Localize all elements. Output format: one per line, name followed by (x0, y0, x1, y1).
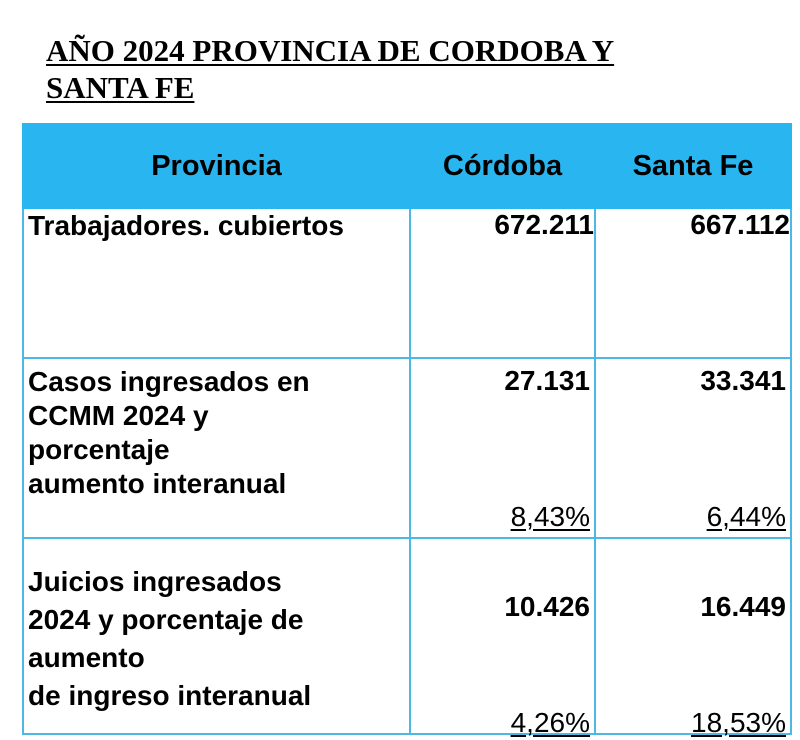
title-line-2: SANTA FE (46, 70, 195, 105)
santa-fe-value: 667.112 (595, 208, 791, 358)
row-label-cell (23, 538, 410, 734)
row-label-line: de ingreso interanual (28, 680, 312, 711)
table-row-juicios (23, 538, 791, 734)
row-label-line: Trabajadores. cubiertos (28, 210, 344, 241)
row-label (24, 359, 409, 501)
title-line-1: AÑO 2024 PROVINCIA DE CORDOBA Y (46, 33, 615, 68)
cordoba-value: 27.131 (504, 365, 590, 396)
table-header-row (23, 124, 791, 208)
header-cordoba: Córdoba (410, 124, 595, 208)
santa-fe-cell (595, 358, 791, 538)
row-label (24, 539, 409, 715)
page-title (46, 32, 746, 106)
santa-fe-percentage: 6,44% (706, 501, 786, 532)
santa-fe-value: 33.341 (700, 365, 786, 396)
cordoba-cell (410, 358, 595, 538)
statistics-table (22, 123, 792, 738)
santa-fe-value: 16.449 (700, 591, 786, 622)
santa-fe-cell (595, 538, 791, 738)
row-label-line: aumento (28, 642, 145, 673)
santa-fe-percentage: 18,53% (691, 707, 786, 738)
row-label-cell (23, 208, 410, 358)
table-row-casos (23, 358, 791, 538)
row-label-line: CCMM 2024 y (28, 400, 209, 431)
row-label-cell (23, 358, 410, 538)
header-provincia: Provincia (23, 124, 410, 208)
row-label-line: Casos ingresados en (28, 366, 310, 397)
header-santa-fe: Santa Fe (595, 124, 791, 208)
cordoba-value: 10.426 (504, 591, 590, 622)
row-label (24, 209, 409, 243)
cordoba-percentage: 8,43% (510, 501, 590, 532)
row-label-line: porcentaje (28, 434, 170, 465)
cordoba-percentage: 4,26% (510, 707, 590, 738)
row-label-line: aumento interanual (28, 468, 287, 499)
cordoba-value: 672.211 (410, 208, 595, 358)
table-row-trabajadores (23, 208, 791, 358)
row-label-line: 2024 y porcentaje de (28, 604, 304, 635)
cordoba-cell (410, 538, 595, 738)
row-label-line: Juicios ingresados (28, 566, 282, 597)
